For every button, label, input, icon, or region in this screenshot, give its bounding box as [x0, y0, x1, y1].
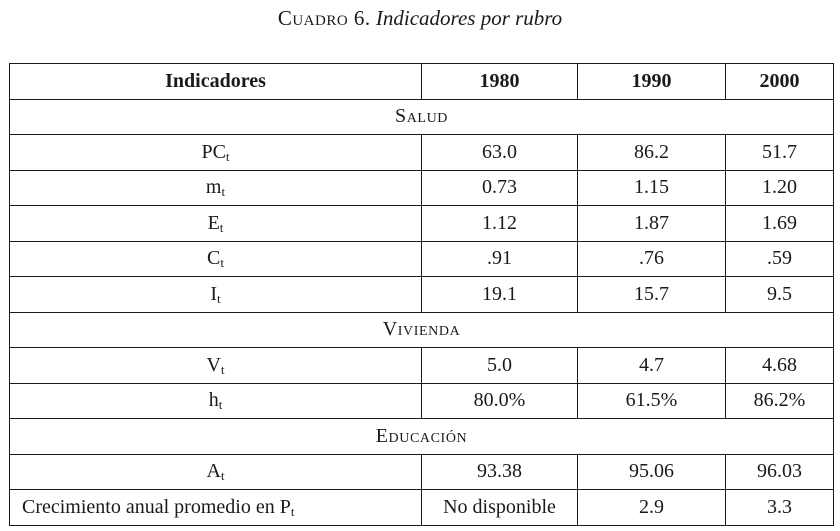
value-cell: 51.7 — [726, 135, 834, 171]
value-cell: .76 — [578, 241, 726, 277]
section-row — [10, 419, 834, 455]
value-cell: 3.3 — [726, 490, 834, 526]
section-salud: Salud — [10, 99, 834, 135]
indicator-label: $V_t$ — [10, 348, 422, 384]
table-row — [10, 454, 834, 490]
header-1980: 1980 — [422, 64, 578, 100]
indicators-table — [9, 63, 834, 526]
table-row — [10, 490, 834, 526]
caption-label: Cuadro 6. — [277, 6, 371, 30]
indicator-label: $C_t$ — [10, 241, 422, 277]
value-cell: 1.20 — [726, 170, 834, 206]
value-cell: 86.2 — [578, 135, 726, 171]
value-cell: 61.5% — [578, 383, 726, 419]
indicator-label: $I_t$ — [10, 277, 422, 313]
table-row — [10, 135, 834, 171]
value-cell: 93.38 — [422, 454, 578, 490]
table-row — [10, 348, 834, 384]
indicator-label: $A_t$ — [10, 454, 422, 490]
indicator-label: $PC_t$ — [10, 135, 422, 171]
value-cell: 5.0 — [422, 348, 578, 384]
value-cell: 63.0 — [422, 135, 578, 171]
caption-title: Indicadores por rubro — [375, 6, 563, 30]
value-cell: 96.03 — [726, 454, 834, 490]
value-cell: 9.5 — [726, 277, 834, 313]
section-row — [10, 99, 834, 135]
header-row — [10, 64, 834, 100]
value-cell: 15.7 — [578, 277, 726, 313]
value-cell: 19.1 — [422, 277, 578, 313]
value-cell: 2.9 — [578, 490, 726, 526]
indicator-label: Crecimiento anual promedio en $P_t$ — [10, 490, 422, 526]
value-cell: 1.87 — [578, 206, 726, 242]
header-1990: 1990 — [578, 64, 726, 100]
section-row — [10, 312, 834, 348]
table-row — [10, 277, 834, 313]
value-cell: 1.15 — [578, 170, 726, 206]
header-indicadores: Indicadores — [10, 64, 422, 100]
section-educacion: Educación — [10, 419, 834, 455]
value-cell: 0.73 — [422, 170, 578, 206]
section-vivienda: Vivienda — [10, 312, 834, 348]
value-cell: 95.06 — [578, 454, 726, 490]
indicator-label: $h_t$ — [10, 383, 422, 419]
header-2000: 2000 — [726, 64, 834, 100]
table-row — [10, 206, 834, 242]
value-cell: 1.69 — [726, 206, 834, 242]
table-row — [10, 170, 834, 206]
value-cell: .91 — [422, 241, 578, 277]
value-cell: 86.2% — [726, 383, 834, 419]
indicator-label: $E_t$ — [10, 206, 422, 242]
value-cell: 80.0% — [422, 383, 578, 419]
table-row — [10, 241, 834, 277]
value-cell: 4.7 — [578, 348, 726, 384]
value-cell: .59 — [726, 241, 834, 277]
value-cell: 4.68 — [726, 348, 834, 384]
value-cell: No disponible — [422, 490, 578, 526]
table-caption — [0, 4, 840, 32]
indicator-label: $m_t$ — [10, 170, 422, 206]
table-row — [10, 383, 834, 419]
value-cell: 1.12 — [422, 206, 578, 242]
